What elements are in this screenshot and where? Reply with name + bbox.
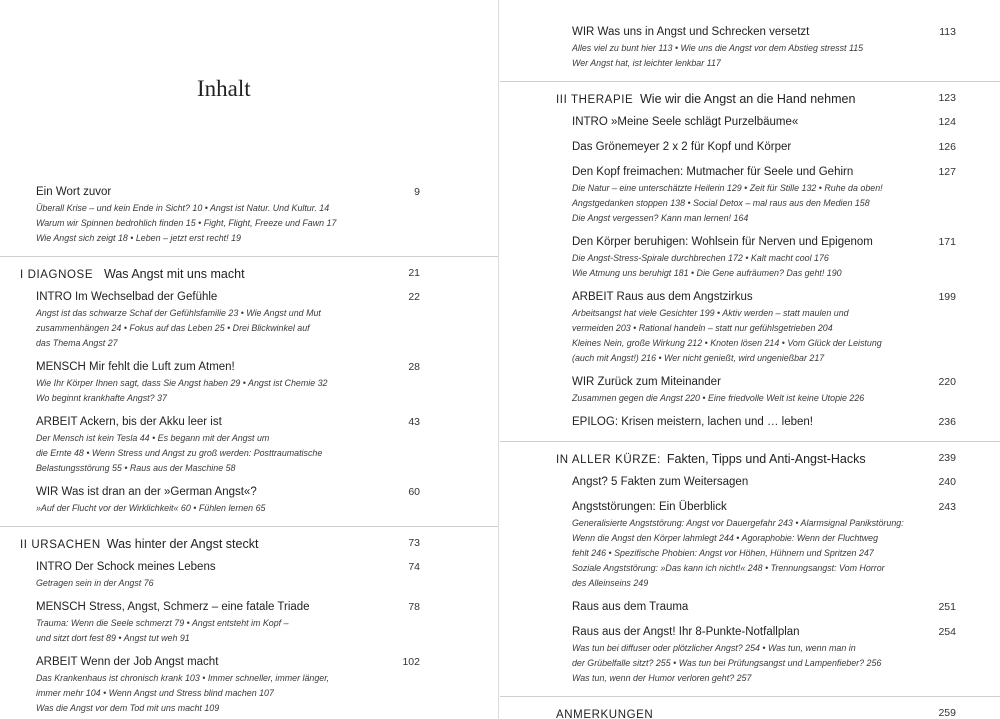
page-number: 124 [938,116,956,128]
entry-subtopics: Was tun, wenn der Humor verloren geht? 257 [572,673,752,683]
entry-title: MENSCH Mir fehlt die Luft zum Atmen! [36,361,235,373]
entry-subtopics: Alles viel zu bunt hier 113 • Wie uns die Angst vor dem Abstieg stresst 115 [572,43,864,53]
page-number: 254 [938,626,956,638]
toc-entry [500,374,1000,406]
part-heading [0,526,498,553]
part-label: III THERAPIE [556,94,634,106]
part-heading [500,81,1000,108]
entry-subtopics: Belastungsstörung 55 • Raus aus der Maschine 58 [36,463,236,473]
entry-subtopics: Die Angst vergessen? Kann man lernen! 164 [572,213,749,223]
entry-subtopics: Zusammen gegen die Angst 220 • Eine friedvolle Welt ist keine Utopie 226 [572,393,865,403]
toc-entry [0,289,498,351]
entry-subtopics: Soziale Angststörung: »Das kann ich nicht!« 248 • Trennungsangst: Vom Horror [572,563,885,573]
toc-entry [0,414,498,476]
page-number: 78 [408,601,420,613]
entry-title: WIR Was uns in Angst und Schrecken versetzt [572,26,810,38]
entry-subtopics: Was die Angst vor dem Tod mit uns macht 109 [36,703,220,713]
entry-title: INTRO Im Wechselbad der Gefühle [36,291,218,303]
entry-subtopics: und sitzt dort fest 89 • Angst tut weh 91 [36,633,190,643]
entry-subtopics: die Ernte 48 • Wenn Stress und Angst zu groß werden: Posttraumatische [36,448,323,458]
right-page [500,0,1000,719]
page-number: 60 [408,486,420,498]
page-number: 236 [938,416,956,428]
toc-entry [500,114,1000,131]
page-number: 102 [402,656,420,668]
toc-entry [0,184,498,246]
entry-title: ARBEIT Wenn der Job Angst macht [36,656,219,668]
page-title: Inhalt [197,76,251,101]
part-label: IN ALLER KÜRZE: [556,454,661,466]
page-number: 28 [408,361,420,373]
entry-subtopics: Wie Ihr Körper Ihnen sagt, dass Sie Angst haben 29 • Angst ist Chemie 32 [36,378,328,388]
entry-title: MENSCH Stress, Angst, Schmerz – eine fatale Triade [36,601,310,613]
page-number: 240 [938,476,956,488]
toc-entry [0,599,498,646]
page-number: 9 [414,186,420,198]
toc-entry [500,289,1000,366]
entry-title: Das Grönemeyer 2 x 2 für Kopf und Körper [572,141,792,153]
entry-title: ARBEIT Ackern, bis der Akku leer ist [36,416,222,428]
toc-entry [0,654,498,716]
part-title: Wie wir die Angst an die Hand nehmen [640,92,856,106]
toc-entry [500,164,1000,226]
entry-title: Den Körper beruhigen: Wohlsein für Nerven und Epigenom [572,236,873,248]
entry-subtopics: »Auf der Flucht vor der Wirklichkeit« 60 • Fühlen lernen 65 [36,503,266,513]
entry-subtopics: Die Natur – eine unterschätzte Heilerin 129 • Zeit für Stille 132 • Ruhe da oben! [572,183,883,193]
entry-title: WIR Zurück zum Miteinander [572,376,721,388]
entry-subtopics: Warum wir Spinnen bedrohlich finden 15 • Fight, Flight, Freeze und Fawn 17 [36,218,337,228]
toc-entry [500,624,1000,686]
entry-subtopics: Getragen sein in der Angst 76 [36,578,154,588]
entry-subtopics: Wenn die Angst den Körper lahmlegt 244 • Agoraphobie: Wenn der Fluchtweg [572,533,879,543]
part-title: Was hinter der Angst steckt [106,537,259,551]
page-number: 251 [938,601,956,613]
entry-subtopics: Das Krankenhaus ist chronisch krank 103 • Immer schneller, immer länger, [36,673,330,683]
entry-title: Raus aus dem Trauma [572,601,689,613]
entry-subtopics: Wie Angst sich zeigt 18 • Leben – jetzt erst recht! 19 [36,233,241,243]
page-number: 239 [938,452,956,464]
part-title: Was Angst mit uns macht [104,267,245,281]
toc-entry [0,484,498,516]
entry-subtopics: fehlt 246 • Spezifische Phobien: Angst vor Höhen, Hühnern und Spritzen 247 [572,548,874,558]
page-number: 243 [938,501,956,513]
entry-title: ARBEIT Raus aus dem Angstzirkus [572,291,753,303]
toc-entry [0,559,498,591]
entry-subtopics: Angst ist das schwarze Schaf der Gefühlsfamilie 23 • Wie Angst und Mut [36,308,321,318]
page-number: 21 [408,267,420,279]
page-number: 43 [408,416,420,428]
toc-entry [500,139,1000,156]
entry-subtopics: Angstgedanken stoppen 138 • Social Detox – mal raus aus den Medien 158 [572,198,870,208]
page-number: 113 [939,26,956,38]
part-label: II URSACHEN [20,539,101,551]
page-number: 127 [938,166,956,178]
entry-subtopics: (auch mit Angst!) 216 • Wer nicht genießt, wird ungenießbar 217 [572,353,825,363]
page-number: 123 [938,92,956,104]
entry-subtopics: Der Mensch ist kein Tesla 44 • Es begann mit der Angst um [36,433,270,443]
entry-title: INTRO Der Schock meines Lebens [36,561,216,573]
entry-title: Ein Wort zuvor [36,186,112,198]
toc-entry [500,499,1000,591]
part-heading [0,256,498,283]
left-page [0,0,499,719]
entry-subtopics: immer mehr 104 • Wenn Angst und Stress blind machen 107 [36,688,274,698]
toc-entry [500,474,1000,491]
entry-subtopics: Überall Krise – und kein Ende in Sicht? 10 • Angst ist Natur. Und Kultur. 14 [36,203,330,213]
entry-subtopics: des Alleinseins 249 [572,578,649,588]
entry-title: Angst? 5 Fakten zum Weitersagen [572,476,749,488]
toc-entry [500,234,1000,281]
page-number: 171 [938,236,956,248]
entry-title: WIR Was ist dran an der »German Angst«? [36,486,257,498]
entry-title: EPILOG: Krisen meistern, lachen und … leben! [572,416,813,428]
page-number: 199 [938,291,956,303]
part-heading [500,441,1000,468]
table-of-contents-left [0,184,498,719]
entry-title: Raus aus der Angst! Ihr 8-Punkte-Notfallplan [572,626,800,638]
entry-subtopics: das Thema Angst 27 [36,338,118,348]
entry-subtopics: Wo beginnt krankhafte Angst? 37 [36,393,167,403]
entry-subtopics: zusammenhängen 24 • Fokus auf das Leben 25 • Drei Blickwinkel auf [36,323,310,333]
page-number: 22 [408,291,420,303]
entry-subtopics: der Grübelfalle sitzt? 255 • Was tun bei Prüfungsangst und Lampenfieber? 256 [572,658,882,668]
entry-subtopics: Kleines Nein, große Wirkung 212 • Knoten lösen 214 • Vom Glück der Leistung [572,338,882,348]
entry-subtopics: Generalisierte Angststörung: Angst vor Dauergefahr 243 • Alarmsignal Panikstörung: [572,518,904,528]
entry-subtopics: Wie Atmung uns beruhigt 181 • Die Gene aufräumen? Das geht! 190 [572,268,842,278]
entry-subtopics: Die Angst-Stress-Spirale durchbrechen 172 • Kalt macht cool 176 [572,253,829,263]
toc-entry [500,24,1000,71]
page-number: 126 [938,141,956,153]
part-label: ANMERKUNGEN [556,709,654,719]
entry-subtopics: vermeiden 203 • Rational handeln – statt nur gefühlsgetrieben 204 [572,323,833,333]
entry-title: Angststörungen: Ein Überblick [572,501,727,513]
page-number: 259 [938,707,956,719]
entry-title: Den Kopf freimachen: Mutmacher für Seele und Gehirn [572,166,854,178]
entry-subtopics: Was tun bei diffuser oder plötzlicher Angst? 254 • Was tun, wenn man in [572,643,856,653]
entry-subtopics: Wer Angst hat, ist leichter lenkbar 117 [572,58,721,68]
part-title: Fakten, Tipps und Anti-Angst-Hacks [666,452,866,466]
part-heading [500,696,1000,719]
part-label: I DIAGNOSE [20,269,94,281]
page-number: 220 [938,376,956,388]
page-number: 73 [408,537,420,549]
toc-entry [500,599,1000,616]
toc-entry [0,359,498,406]
entry-title: INTRO »Meine Seele schlägt Purzelbäume« [572,116,799,128]
page-number: 74 [408,561,420,573]
table-of-contents-right [500,24,1000,719]
toc-entry [500,414,1000,431]
entry-subtopics: Trauma: Wenn die Seele schmerzt 79 • Angst entsteht im Kopf – [36,618,289,628]
entry-subtopics: Arbeitsangst hat viele Gesichter 199 • Aktiv werden – statt maulen und [572,308,849,318]
